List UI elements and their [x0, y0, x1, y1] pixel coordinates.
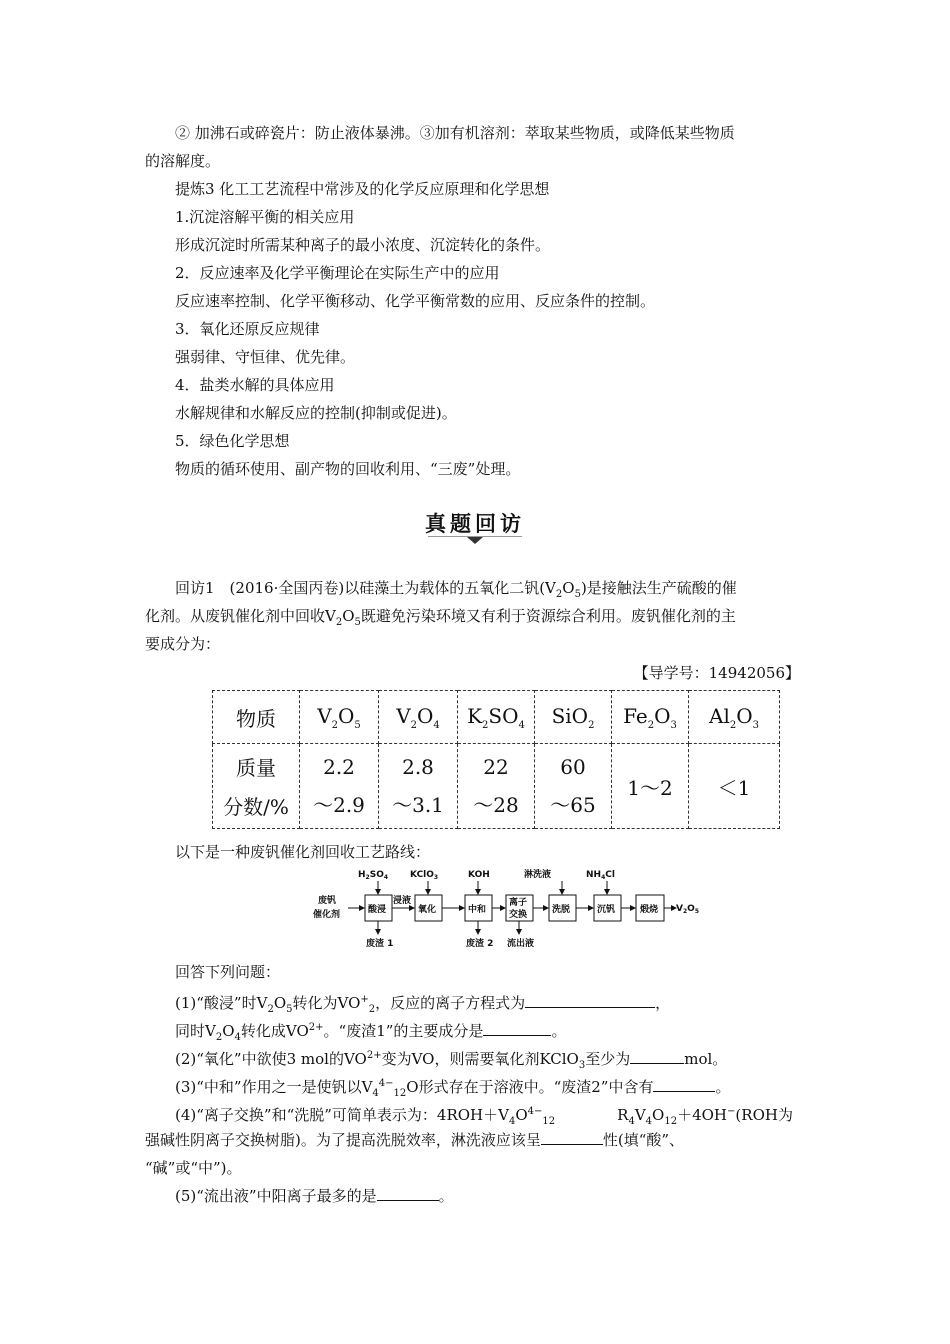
guide-number: 【导学号：14942056】 [633, 664, 800, 682]
section-heading: 真题回访 [425, 512, 525, 536]
flow-step-ion-exchange: 交换 [509, 910, 528, 920]
item-text-4: 水解规律和水解反应的控制(抑制或促进)。 [175, 404, 457, 422]
question-4-line3: “碱”或“中”)。 [145, 1159, 242, 1177]
flow-output: 废渣 1 [366, 939, 394, 949]
table-cell: 2.2 ～2.9 [300, 744, 379, 829]
flow-output: 流出液 [507, 939, 535, 949]
problem-intro-line: 要成分为： [145, 635, 221, 653]
paragraph-line: 的溶解度。 [145, 152, 221, 170]
flow-step-oxidize: 氧化 [418, 905, 437, 915]
item-heading-3: 3．氧化还原反应规律 [175, 320, 320, 338]
answer-prompt: 回答下列问题： [175, 963, 281, 981]
flow-reagent: $H_2SO_4$ [358, 870, 389, 881]
item-heading-1: 1.沉淀溶解平衡的相关应用 [175, 208, 355, 226]
process-flow-diagram [310, 866, 700, 956]
flow-step-calcine: 煅烧 [640, 905, 659, 915]
answer-blank[interactable] [653, 1077, 715, 1092]
problem-intro-line: 回访1 (2016·全国丙卷)以硅藻土为载体的五氧化二钒$(V_2O_5)$是接触法生产硫酸的催 [175, 579, 737, 600]
answer-blank[interactable] [483, 1021, 551, 1036]
flow-intro: 以下是一种废钒催化剂回收工艺路线： [175, 843, 431, 861]
section-title-tilian3: 提炼3 化工工艺流程中常涉及的化学反应原理和化学思想 [175, 180, 550, 198]
table-header: $Fe_2O_3$ [612, 691, 689, 744]
flow-step-acid: 酸浸 [368, 905, 387, 915]
answer-blank[interactable] [541, 1130, 603, 1145]
table-header: $V_2O_4$ [379, 691, 458, 744]
question-5: (5)“流出液”中阳离子最多的是 。 [175, 1187, 454, 1205]
item-text-3: 强弱律、守恒律、优先律。 [175, 348, 356, 366]
item-text-5: 物质的循环使用、副产物的回收利用、“三废”处理。 [175, 460, 521, 478]
item-heading-2: 2．反应速率及化学平衡理论在实际生产中的应用 [175, 264, 500, 282]
item-text-2: 反应速率控制、化学平衡移动、化学平衡常数的应用、反应条件的控制。 [175, 292, 656, 310]
flow-input-label: 催化剂 [313, 910, 341, 920]
flow-reagent: 淋洗液 [524, 870, 552, 880]
table-cell: ＜1 [689, 744, 780, 829]
question-4: (4)“离子交换”和“洗脱”可简单表示为：$4ROH+V_4O^{4-}_{12}$ $R_4V_4O_{12}+4OH^-(ROH$为 [175, 1106, 793, 1127]
flow-step-elute: 洗脱 [552, 905, 571, 915]
flow-between-label: 浸液 [393, 896, 412, 906]
flow-input-label: 废钒 [318, 896, 337, 906]
answer-blank[interactable] [525, 993, 655, 1008]
paragraph-line: ② 加沸石或碎瓷片：防止液体暴沸。③加有机溶剂：萃取某些物质，或降低某些物质 [175, 124, 735, 142]
question-4-line2: 强碱性阴离子交换树脂)。为了提高洗脱效率，淋洗液应该呈 性(填“酸”、 [145, 1131, 685, 1149]
item-text-1: 形成沉淀时所需某种离子的最小浓度、沉淀转化的条件。 [175, 236, 551, 254]
flow-output: 废渣 2 [466, 939, 494, 949]
flow-step-ion-exchange: 离子 [509, 898, 528, 908]
table-cell: 2.8 ～3.1 [379, 744, 458, 829]
heading-triangle-icon [467, 537, 483, 544]
composition-table [212, 690, 780, 829]
question-1b: 同时$V_2O_4$转化成$VO^{2+}$。“废渣1”的主要成分是 。 [175, 1022, 567, 1043]
table-cell: 22 ～28 [458, 744, 535, 829]
table-row-label: 质量 分数/% [213, 744, 300, 829]
table-cell: 60 ～65 [535, 744, 612, 829]
table-cell: 1～2 [612, 744, 689, 829]
answer-blank[interactable] [630, 1049, 684, 1064]
question-3: (3)“中和”作用之一是使钒以$V_4^{4-}_{12}O$形式存在于溶液中。“废渣2”中含有 。 [175, 1078, 731, 1099]
flow-reagent: KClO$_3$ [410, 870, 439, 881]
question-1a: (1)“酸浸”时$V_2O_5$转化为$VO^+_2$，反应的离子方程式为 ， [175, 994, 671, 1015]
table-header: $K_2SO_4$ [458, 691, 535, 744]
flow-reagent: KOH [468, 870, 490, 880]
flow-product: $V_2O_5$ [676, 904, 699, 915]
table-header: SiO$_2$ [535, 691, 612, 744]
question-2: (2)“氧化”中欲使3 mol的$VO^{2+}$变为VO，则需要氧化剂KClO$_3$至少为 mol。 [175, 1050, 728, 1071]
table-header: 物质 [213, 691, 300, 744]
table-header: $Al_2O_3$ [689, 691, 780, 744]
problem-intro-line: 化剂。从废钒催化剂中回收$V_2O_5$既避免污染环境又有利于资源综合利用。废钒催化剂的主 [145, 607, 736, 628]
flow-step-neutralize: 中和 [468, 905, 487, 915]
item-heading-5: 5．绿色化学思想 [175, 432, 290, 450]
table-header: $V_2O_5$ [300, 691, 379, 744]
item-heading-4: 4．盐类水解的具体应用 [175, 376, 335, 394]
flow-reagent: $NH_4Cl$ [586, 870, 615, 881]
flow-step-precipitate: 沉钒 [597, 905, 616, 915]
answer-blank[interactable] [377, 1186, 439, 1201]
